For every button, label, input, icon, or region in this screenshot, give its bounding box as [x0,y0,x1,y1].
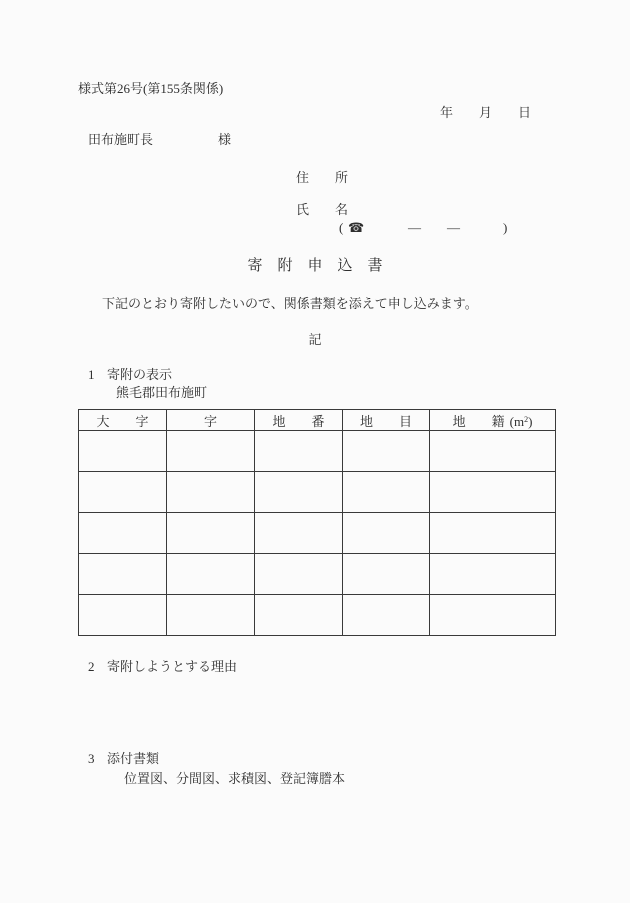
table-row [79,554,556,595]
attachments-list: 位置図、分間図、求積図、登記簿謄本 [124,771,346,786]
square-meter-unit: $(m^2)$ [509,413,533,429]
table-header-row [79,410,556,431]
table-cell [343,595,430,636]
intro-text: 下記のとおり寄附したいので、関係書類を添えて申し込みます。 [102,296,478,311]
section-3-heading: 添付書類 [107,751,160,766]
chiseki-label: 地 籍 [452,413,505,429]
table-cell [79,472,167,513]
table-cell [343,472,430,513]
honorific-label: 様 [218,132,232,147]
section-1-number: 1 [88,367,95,382]
municipality-label: 熊毛郡田布施町 [116,385,208,400]
phone-open-paren: ( [339,220,344,235]
table-cell [430,554,556,595]
table-cell [167,513,255,554]
page-title: 寄 附 申 込 書 [247,258,383,274]
table-cell [167,554,255,595]
table-row [79,472,556,513]
table-cell [255,472,343,513]
addressee-label: 田布施町長 [88,132,154,147]
record-marker: 記 [308,332,322,347]
table-cell [255,431,343,472]
col-header-aza: 字 [167,410,255,431]
table-cell [79,595,167,636]
table-row [79,431,556,472]
section-2-heading: 寄附しようとする理由 [107,659,238,674]
address-label: 住 所 [296,170,349,185]
col-header-chiseki [430,410,556,431]
date-line: 年 月 日 [440,105,532,120]
table-cell [79,554,167,595]
col-header-oaza: 大 字 [79,410,167,431]
table-cell [79,431,167,472]
table-cell [255,554,343,595]
section-2-number: 2 [88,659,95,674]
table-cell [167,595,255,636]
table-cell [430,595,556,636]
phone-dash-1: — [408,220,421,235]
section-1-heading: 寄附の表示 [107,367,173,382]
table-cell [167,431,255,472]
table-cell [430,431,556,472]
table-cell [167,472,255,513]
phone-dash-2: — [447,220,460,235]
table-cell [430,513,556,554]
table-cell [255,513,343,554]
col-header-chiban: 地 番 [255,410,343,431]
table-cell [79,513,167,554]
table-cell [343,554,430,595]
table-cell [255,595,343,636]
col-header-chimoku: 地 目 [343,410,430,431]
table-cell [343,513,430,554]
donation-land-table [78,409,556,636]
table-row [79,513,556,554]
phone-icon: ☎ [348,220,365,235]
phone-close-paren: ) [503,220,508,235]
section-3-number: 3 [88,751,95,766]
phone-line [339,221,517,237]
name-label: 氏 名 [296,202,349,217]
table-cell [430,472,556,513]
form-number-label: 様式第26号(第155条関係) [78,81,224,96]
table-row [79,595,556,636]
table-cell [343,431,430,472]
